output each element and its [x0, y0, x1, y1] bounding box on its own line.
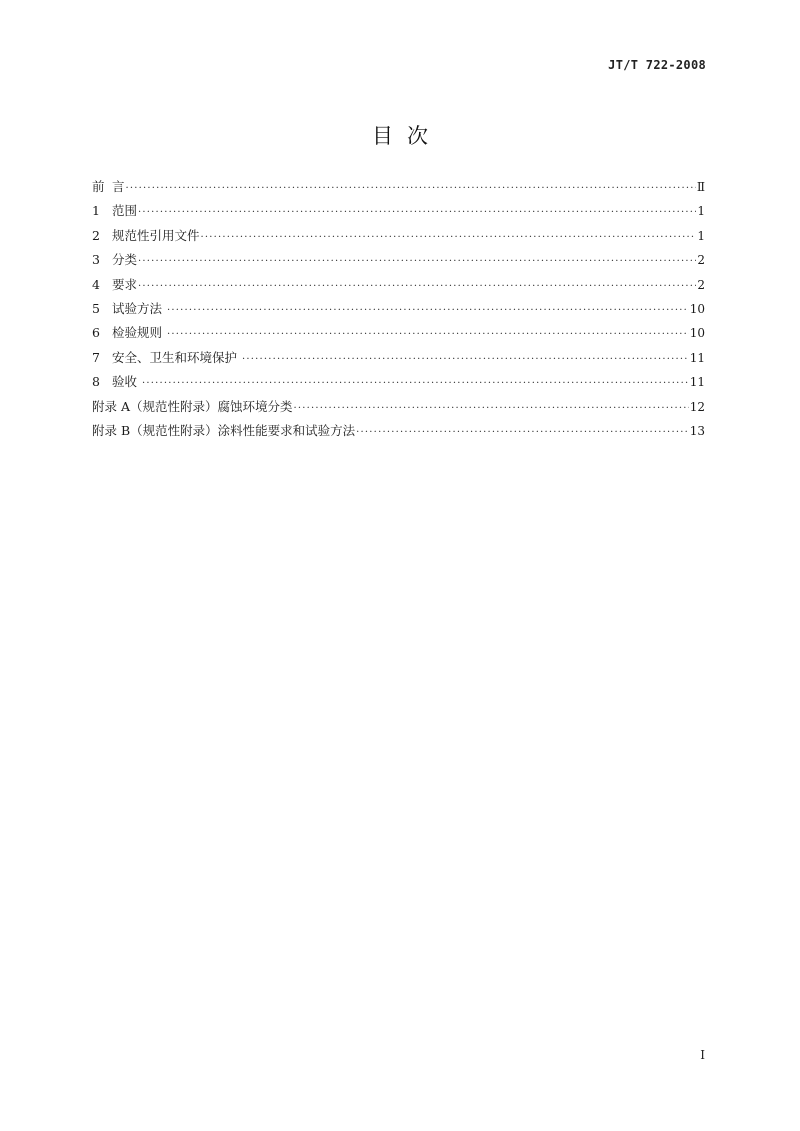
page-number-footer: I — [700, 1048, 705, 1062]
dot-leader — [138, 204, 696, 222]
dot-leader — [201, 229, 697, 247]
toc-entry-page: Ⅱ — [696, 180, 705, 194]
toc-entry-requirements[interactable] — [92, 276, 705, 300]
dot-leader — [167, 326, 689, 344]
toc-entry-page: 12 — [689, 399, 705, 414]
toc-entry-label: 规范性引用文件 — [112, 227, 200, 243]
toc-entry-number: 3 — [92, 252, 100, 268]
dot-leader — [138, 278, 696, 296]
toc-entry-foreword[interactable] — [92, 178, 705, 202]
toc-entry-number: 6 — [92, 325, 100, 341]
dot-leader — [167, 302, 689, 320]
toc-entry-number: 1 — [92, 203, 100, 219]
toc-entry-page: 1 — [697, 228, 705, 243]
toc-entry-page: 10 — [689, 301, 705, 316]
toc-entry-annex-b[interactable] — [92, 422, 705, 446]
toc-entry-scope[interactable] — [92, 202, 705, 226]
dot-leader — [242, 351, 689, 369]
dot-leader — [125, 180, 695, 198]
dot-leader — [142, 375, 689, 393]
toc-entry-page: 1 — [697, 204, 705, 219]
toc-entry-page: 2 — [697, 277, 705, 292]
toc-entry-number: 8 — [92, 374, 100, 390]
toc-entry-inspection-rules[interactable] — [92, 324, 705, 348]
dot-leader — [356, 424, 689, 442]
toc-entry-number: 5 — [92, 300, 100, 316]
toc-entry-label: 试验方法 — [112, 300, 166, 316]
dot-leader — [138, 253, 696, 271]
toc-entry-label: 范围 — [112, 203, 138, 219]
toc-entry-page: 2 — [697, 253, 705, 268]
toc-entry-label: 安全、卫生和环境保护 — [112, 349, 241, 365]
toc-entry-page: 11 — [689, 375, 705, 390]
standard-code-header: JT/T 722-2008 — [608, 58, 706, 72]
dot-leader — [294, 400, 689, 418]
toc-entry-number: 前 — [92, 179, 105, 194]
toc-entry-page: 11 — [689, 350, 705, 365]
toc-entry-label: 附录 A（规范性附录）腐蚀环境分类 — [92, 398, 293, 414]
toc-entry-number: 4 — [92, 276, 100, 292]
toc-entry-number: 7 — [92, 349, 100, 365]
toc-entry-label: 言 — [104, 179, 125, 194]
toc-entry-label: 要求 — [112, 276, 138, 292]
page-title: 目次 — [372, 124, 442, 148]
table-of-contents — [92, 178, 705, 446]
toc-entry-acceptance[interactable] — [92, 373, 705, 397]
toc-entry-page: 10 — [689, 326, 705, 341]
toc-entry-classification[interactable] — [92, 251, 705, 275]
toc-entry-normative-references[interactable] — [92, 227, 705, 251]
toc-entry-test-methods[interactable] — [92, 300, 705, 324]
toc-entry-page: 13 — [689, 423, 705, 438]
toc-entry-safety-health-environment[interactable] — [92, 349, 705, 373]
toc-entry-label: 验收 — [112, 374, 141, 390]
toc-entry-number: 2 — [92, 227, 100, 243]
toc-entry-label: 附录 B（规范性附录）涂料性能要求和试验方法 — [92, 422, 356, 438]
toc-entry-label: 分类 — [112, 252, 138, 268]
toc-entry-annex-a[interactable] — [92, 398, 705, 422]
toc-entry-label: 检验规则 — [112, 325, 166, 341]
